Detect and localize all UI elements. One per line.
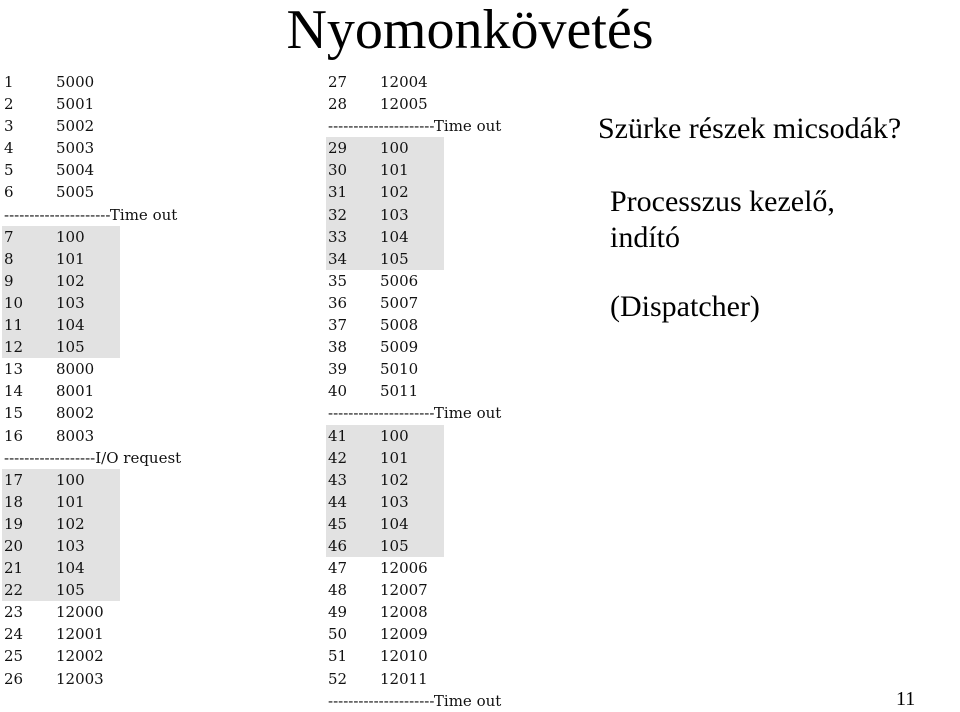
instruction-number: 44 — [328, 492, 348, 511]
instruction-address: 12006 — [380, 559, 428, 578]
instruction-address: 12005 — [380, 95, 428, 114]
instruction-address: 5009 — [380, 338, 419, 357]
instruction-address: 12010 — [380, 647, 428, 666]
answer-line-2: indító — [610, 221, 681, 254]
instruction-address: 5004 — [56, 161, 95, 180]
instruction-number: 2 — [4, 95, 14, 114]
instruction-number: 34 — [328, 249, 348, 268]
instruction-number: 51 — [328, 647, 348, 666]
instruction-number: 25 — [4, 647, 24, 666]
instruction-number: 37 — [328, 316, 348, 335]
question-text: Szürke részek micsodák? — [598, 112, 902, 145]
trace-row — [4, 137, 224, 159]
instruction-address: 104 — [56, 316, 85, 335]
trace-separator — [328, 115, 548, 137]
instruction-number: 39 — [328, 360, 348, 379]
trace-row — [328, 645, 548, 667]
separator-label: ---------------------Time out — [4, 205, 178, 224]
instruction-address: 105 — [380, 249, 409, 268]
trace-row — [328, 623, 548, 645]
trace-row-dispatcher — [4, 292, 224, 314]
instruction-address: 12002 — [56, 647, 104, 666]
instruction-number: 31 — [328, 183, 348, 202]
instruction-number: 15 — [4, 404, 24, 423]
instruction-address: 100 — [56, 227, 85, 246]
trace-row — [328, 71, 548, 93]
instruction-number: 30 — [328, 161, 348, 180]
instruction-address: 105 — [56, 338, 85, 357]
instruction-number: 35 — [328, 271, 348, 290]
instruction-address: 12007 — [380, 581, 428, 600]
instruction-address: 5006 — [380, 271, 419, 290]
instruction-address: 101 — [380, 161, 409, 180]
instruction-number: 12 — [4, 338, 24, 357]
instruction-address: 103 — [56, 293, 85, 312]
instruction-number: 29 — [328, 139, 348, 158]
instruction-number: 38 — [328, 338, 348, 357]
trace-row-dispatcher — [328, 513, 548, 535]
instruction-number: 17 — [4, 470, 24, 489]
instruction-address: 5007 — [380, 293, 419, 312]
instruction-address: 12003 — [56, 669, 104, 688]
instruction-address: 103 — [380, 205, 409, 224]
trace-row-dispatcher — [4, 248, 224, 270]
answer-dispatcher: (Dispatcher) — [610, 290, 760, 323]
trace-row — [4, 668, 224, 690]
instruction-number: 43 — [328, 470, 348, 489]
instruction-number: 5 — [4, 161, 14, 180]
instruction-number: 13 — [4, 360, 24, 379]
instruction-number: 9 — [4, 271, 14, 290]
instruction-address: 104 — [56, 559, 85, 578]
instruction-address: 8000 — [56, 360, 95, 379]
trace-row — [4, 623, 224, 645]
instruction-number: 36 — [328, 293, 348, 312]
trace-row — [4, 115, 224, 137]
instruction-number: 1 — [4, 73, 14, 91]
trace-row — [4, 93, 224, 115]
trace-row-dispatcher — [4, 226, 224, 248]
instruction-address: 12011 — [380, 669, 428, 688]
trace-row — [328, 601, 548, 623]
instruction-number: 22 — [4, 581, 24, 600]
instruction-number: 46 — [328, 536, 348, 555]
instruction-number: 48 — [328, 581, 348, 600]
instruction-number: 10 — [4, 293, 24, 312]
instruction-number: 24 — [4, 625, 24, 644]
instruction-address: 101 — [56, 492, 85, 511]
trace-row — [328, 336, 548, 358]
page-number: 11 — [896, 688, 916, 710]
instruction-address: 8002 — [56, 404, 95, 423]
trace-row — [4, 181, 224, 203]
instruction-address: 103 — [56, 536, 85, 555]
instruction-number: 32 — [328, 205, 348, 224]
instruction-address: 101 — [56, 249, 85, 268]
answer-text — [610, 184, 835, 256]
instruction-number: 6 — [4, 183, 14, 202]
instruction-address: 105 — [380, 536, 409, 555]
instruction-number: 8 — [4, 249, 14, 268]
instruction-number: 49 — [328, 603, 348, 622]
instruction-address: 12000 — [56, 603, 104, 622]
trace-row — [328, 93, 548, 115]
separator-label: ------------------I/O request — [4, 448, 182, 467]
instruction-number: 47 — [328, 559, 348, 578]
trace-row — [328, 579, 548, 601]
instruction-number: 28 — [328, 95, 348, 114]
instruction-address: 5005 — [56, 183, 95, 202]
instruction-number: 4 — [4, 139, 14, 158]
instruction-address: 100 — [56, 470, 85, 489]
trace-row-dispatcher — [4, 469, 224, 491]
instruction-address: 104 — [380, 514, 409, 533]
instruction-address: 5011 — [380, 382, 419, 401]
instruction-address: 102 — [380, 183, 409, 202]
trace-row-dispatcher — [4, 579, 224, 601]
instruction-number: 3 — [4, 117, 14, 136]
instruction-address: 100 — [380, 426, 409, 445]
trace-row-dispatcher — [328, 535, 548, 557]
instruction-number: 33 — [328, 227, 348, 246]
instruction-number: 45 — [328, 514, 348, 533]
trace-row-dispatcher — [4, 557, 224, 579]
trace-separator — [328, 690, 548, 712]
separator-label: ---------------------Time out — [328, 404, 502, 423]
instruction-number: 21 — [4, 559, 24, 578]
instruction-number: 16 — [4, 426, 24, 445]
instruction-number: 18 — [4, 492, 24, 511]
separator-label: ---------------------Time out — [328, 117, 502, 136]
trace-row-dispatcher — [328, 491, 548, 513]
trace-row-dispatcher — [328, 469, 548, 491]
instruction-address: 104 — [380, 227, 409, 246]
trace-row — [4, 601, 224, 623]
trace-row — [328, 292, 548, 314]
trace-row-dispatcher — [328, 159, 548, 181]
instruction-number: 42 — [328, 448, 348, 467]
trace-row — [4, 645, 224, 667]
instruction-address: 12004 — [380, 73, 428, 91]
instruction-number: 41 — [328, 426, 348, 445]
instruction-address: 8001 — [56, 382, 95, 401]
trace-row-dispatcher — [4, 270, 224, 292]
instruction-address: 105 — [56, 581, 85, 600]
instruction-address: 103 — [380, 492, 409, 511]
instruction-address: 8003 — [56, 426, 95, 445]
trace-row-dispatcher — [4, 513, 224, 535]
instruction-address: 5003 — [56, 139, 95, 158]
instruction-number: 26 — [4, 669, 24, 688]
instruction-address: 102 — [56, 271, 85, 290]
instruction-address: 5010 — [380, 360, 419, 379]
instruction-address: 101 — [380, 448, 409, 467]
trace-row — [4, 71, 224, 93]
trace-row — [4, 358, 224, 380]
trace-row — [328, 270, 548, 292]
trace-row-dispatcher — [328, 425, 548, 447]
instruction-number: 50 — [328, 625, 348, 644]
trace-column-left — [4, 71, 224, 690]
separator-label: ---------------------Time out — [328, 691, 502, 710]
trace-separator — [4, 447, 224, 469]
instruction-address: 102 — [56, 514, 85, 533]
trace-row — [328, 380, 548, 402]
instruction-number: 23 — [4, 603, 24, 622]
trace-row-dispatcher — [4, 314, 224, 336]
trace-row-dispatcher — [328, 181, 548, 203]
trace-row — [4, 402, 224, 424]
trace-separator — [4, 204, 224, 226]
trace-row — [328, 358, 548, 380]
instruction-number: 40 — [328, 382, 348, 401]
instruction-number: 11 — [4, 316, 24, 335]
trace-row — [328, 557, 548, 579]
trace-row — [4, 159, 224, 181]
instruction-number: 20 — [4, 536, 24, 555]
instruction-address: 12001 — [56, 625, 104, 644]
trace-row-dispatcher — [328, 204, 548, 226]
instruction-number: 52 — [328, 669, 348, 688]
instruction-address: 12008 — [380, 603, 428, 622]
trace-row — [328, 668, 548, 690]
trace-row-dispatcher — [4, 336, 224, 358]
trace-row-dispatcher — [328, 137, 548, 159]
trace-row-dispatcher — [4, 535, 224, 557]
instruction-address: 12009 — [380, 625, 428, 644]
instruction-address: 100 — [380, 139, 409, 158]
instruction-address: 5000 — [56, 73, 95, 91]
trace-column-right — [328, 71, 548, 712]
trace-row — [4, 380, 224, 402]
instruction-address: 102 — [380, 470, 409, 489]
trace-row-dispatcher — [328, 226, 548, 248]
trace-row-dispatcher — [328, 447, 548, 469]
instruction-number: 14 — [4, 382, 24, 401]
answer-line-1: Processzus kezelő, — [610, 185, 835, 218]
instruction-number: 7 — [4, 227, 14, 246]
instruction-address: 5001 — [56, 95, 95, 114]
trace-separator — [328, 402, 548, 424]
trace-row — [4, 425, 224, 447]
trace-row-dispatcher — [4, 491, 224, 513]
instruction-number: 27 — [328, 73, 348, 91]
instruction-address: 5002 — [56, 117, 95, 136]
instruction-number: 19 — [4, 514, 24, 533]
trace-row — [328, 314, 548, 336]
slide-title: Nyomonkövetés — [286, 0, 654, 61]
instruction-address: 5008 — [380, 316, 419, 335]
trace-row-dispatcher — [328, 248, 548, 270]
